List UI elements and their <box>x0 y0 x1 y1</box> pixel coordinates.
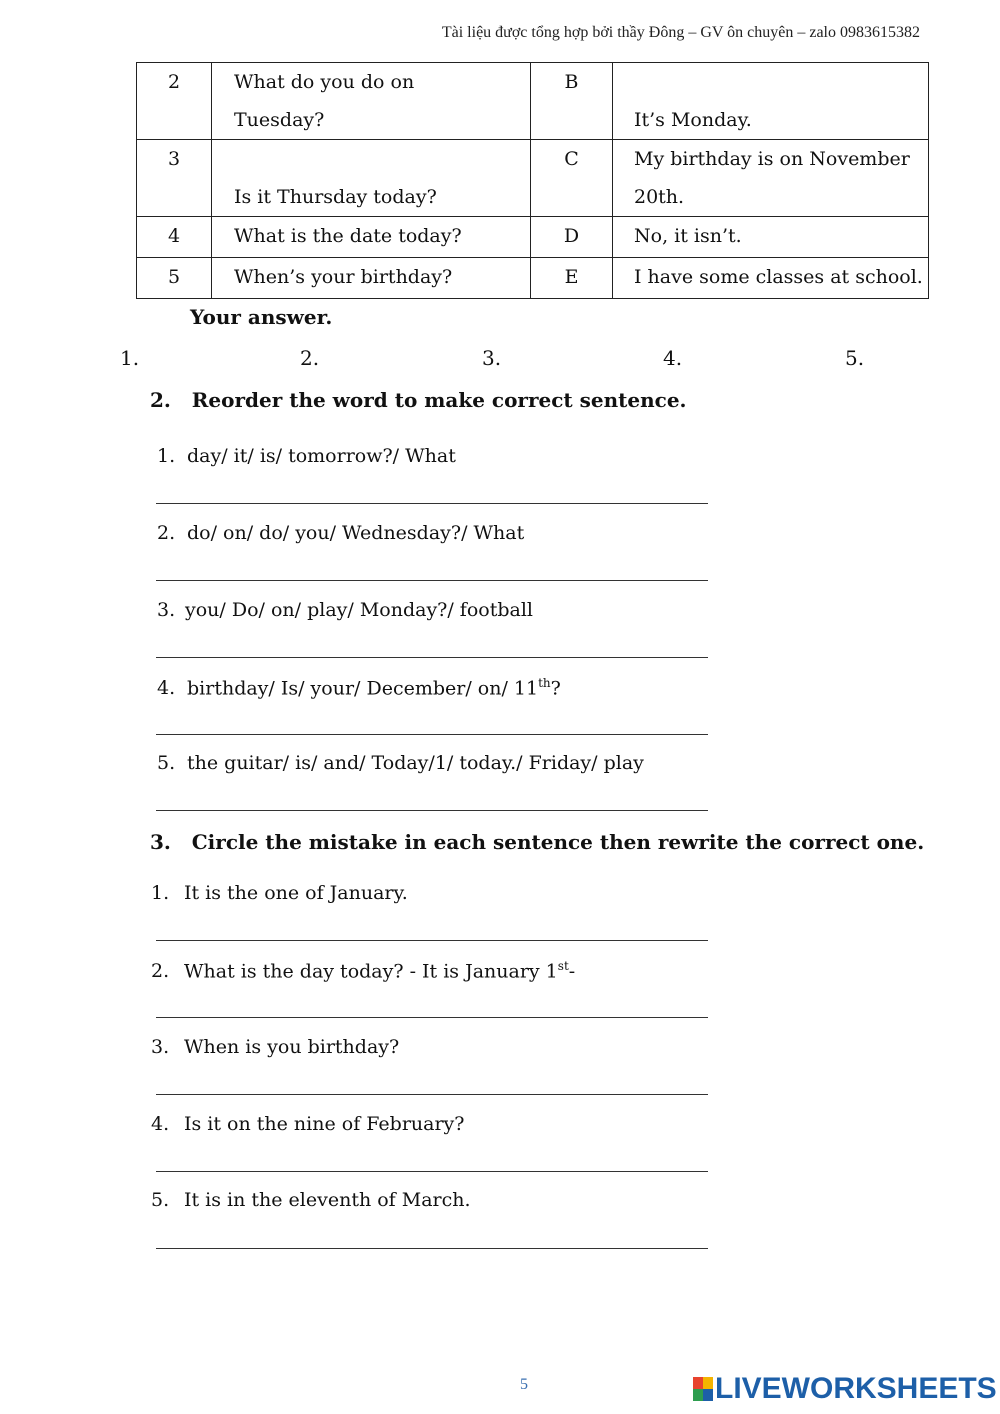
answer-letter: E <box>564 266 579 288</box>
answer-line[interactable] <box>156 810 708 811</box>
list-item: 5. It is in the eleventh of March. <box>151 1189 471 1211</box>
question-text: When’s your birthday? <box>234 266 453 288</box>
answer-text <box>634 63 928 101</box>
list-item: 4. birthday/ Is/ your/ December/ on/ 11th? <box>157 676 561 700</box>
answer-letter: C <box>564 148 579 170</box>
section-3-title: 3. Circle the mistake in each sentence then rewrite the correct one. <box>150 830 925 854</box>
list-item: 2. do/ on/ do/ you/ Wednesday?/ What <box>157 522 525 544</box>
logo-mark-icon <box>693 1377 713 1401</box>
list-item: 1. day/ it/ is/ tomorrow?/ What <box>157 445 456 467</box>
answer-slot-2[interactable]: 2. <box>300 346 320 370</box>
answer-text: I have some classes at school. <box>634 266 923 288</box>
list-item: 4. Is it on the nine of February? <box>151 1113 465 1135</box>
question-text: Is it Thursday today? <box>234 186 437 208</box>
row-number: 4 <box>167 225 181 247</box>
page-header: Tài liệu được tổng hợp bởi thầy Đông – GV ôn chuyên – zalo 0983615382 <box>441 24 920 41</box>
table-row <box>137 258 929 299</box>
liveworksheets-logo <box>693 1374 997 1404</box>
list-item: 3. you/ Do/ on/ play/ Monday?/ football <box>157 599 533 621</box>
section-2-title: 2. Reorder the word to make correct sentence. <box>150 388 687 412</box>
answer-letter: B <box>564 71 579 93</box>
answer-text: It’s Monday. <box>634 109 752 131</box>
matching-table <box>136 62 929 299</box>
answer-slot-5[interactable]: 5. <box>845 346 865 370</box>
answer-slot-1[interactable]: 1. <box>120 346 140 370</box>
list-item: 1. It is the one of January. <box>151 882 408 904</box>
your-answer-label: Your answer. <box>190 305 333 329</box>
table-row <box>137 217 929 258</box>
question-text <box>234 140 530 178</box>
answer-line[interactable] <box>156 657 708 658</box>
answer-line[interactable] <box>156 580 708 581</box>
answer-line[interactable] <box>156 503 708 504</box>
answer-line[interactable] <box>156 1017 708 1018</box>
answer-text: 20th. <box>634 186 685 208</box>
answer-line[interactable] <box>156 940 708 941</box>
page-number: 5 <box>520 1376 528 1393</box>
answer-text: No, it isn’t. <box>634 225 742 247</box>
brand-name: LIVEWORKSHEETS <box>715 1372 997 1405</box>
answer-letter: D <box>563 225 580 247</box>
answer-line[interactable] <box>156 734 708 735</box>
question-text: What do you do on <box>234 71 415 93</box>
list-item: 3. When is you birthday? <box>151 1036 400 1058</box>
list-item: 5. the guitar/ is/ and/ Today/1/ today./ Friday/ play <box>157 752 644 774</box>
row-number: 5 <box>167 266 181 288</box>
question-text: What is the date today? <box>234 225 462 247</box>
answer-line[interactable] <box>156 1248 708 1249</box>
answer-line[interactable] <box>156 1171 708 1172</box>
question-text: Tuesday? <box>234 109 325 131</box>
answer-slot-3[interactable]: 3. <box>482 346 502 370</box>
answer-text: My birthday is on November <box>634 148 910 170</box>
answer-line[interactable] <box>156 1094 708 1095</box>
answer-slot-4[interactable]: 4. <box>663 346 683 370</box>
row-number: 2 <box>167 71 181 93</box>
row-number: 3 <box>167 148 181 170</box>
list-item: 2. What is the day today? - It is January 1st- <box>151 959 576 983</box>
table-row <box>137 63 929 140</box>
table-row <box>137 140 929 217</box>
